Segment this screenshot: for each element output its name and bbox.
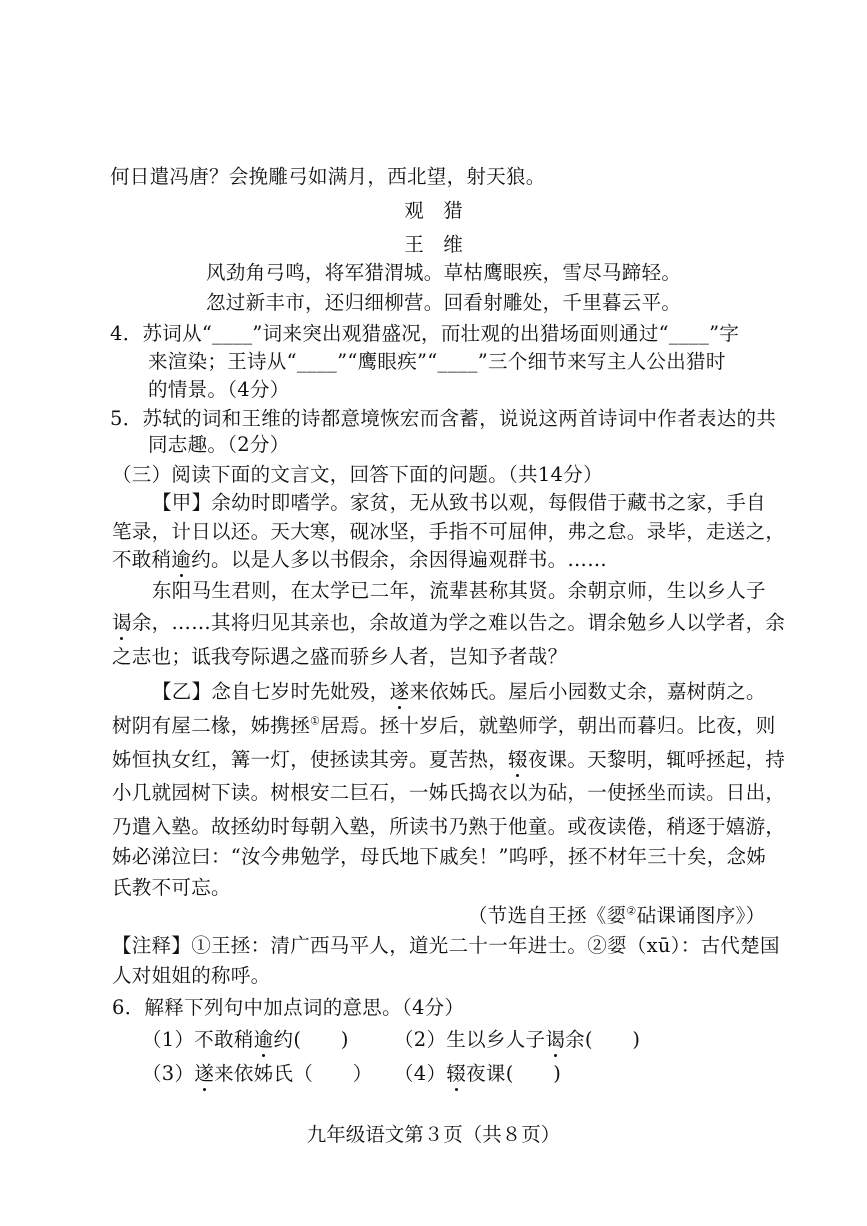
emphasis-dot-char: 谒 <box>545 1028 566 1051</box>
annotation-line-2: 人对姐姐的称呼。 <box>112 964 271 987</box>
question-4-line-2: 来渲染；王诗从“____”“鹰眼疾”“____”三个细节来写主人公出猎时 <box>148 350 726 373</box>
poem-intro-line: 何日遣冯唐？会挽雕弓如满月，西北望，射天狼。 <box>110 165 546 188</box>
passage-yi-line-7: 氏教不可忘。 <box>112 876 231 899</box>
footnote-marker: ② <box>626 904 637 918</box>
passage-yi-line-3: 姊恒执女红，篝一灯，使拯读其旁。夏苦热，辍夜课。天黎明，辄呼拯起，持 <box>112 748 786 771</box>
poem-title: 观 猎 <box>404 199 463 222</box>
passage-jia-p2-line-3: 之志也；诋我夸际遇之盛而骄乡人者，岂知予者哉？ <box>112 645 568 668</box>
passage-source: （节选自王拯《媭②砧课诵图序》） <box>468 904 766 927</box>
question-6-item-4: （4）辍夜课( ) <box>394 1062 562 1085</box>
emphasis-dot-char: 谒 <box>112 611 132 634</box>
passage-yi-line-5: 乃遣入塾。故拯幼时每朝入塾，所读书乃熟于他童。或夜读倦，稍逐于嬉游， <box>112 815 786 838</box>
question-4-line-3: 的情景。（4分） <box>148 378 290 401</box>
question-5-line-1: 5．苏轼的词和王维的诗都意境恢宏而含蓄，说说这两首诗词中作者表达的共 <box>110 407 777 430</box>
footnote-marker: ① <box>310 714 321 728</box>
emphasis-dot-char: 遂 <box>389 680 410 703</box>
emphasis-dot-char: 辍 <box>446 1062 467 1085</box>
question-6-item-2: （2）生以乡人子谒余( ) <box>394 1028 641 1051</box>
page-footer: 九年级语文第３页（共８页） <box>306 1123 561 1146</box>
emphasis-dot-char: 逾 <box>171 548 192 571</box>
passage-jia-p1-line-3: 不敢稍逾约。以是人多以书假余，余因得遍观群书。…… <box>112 548 608 571</box>
passage-jia-p1-line-2: 笔录，计日以还。天大寒，砚冰坚，手指不可屈伸，弗之怠。录毕，走送之， <box>112 520 786 543</box>
question-4-line-1: 4．苏词从“____”词来突出观猎盛况，而壮观的出猎场面则通过“____”字 <box>110 322 740 345</box>
passage-yi-line-4: 小几就园树下读。树根安二巨石，一姊氏捣衣以为砧，一使拯坐而读。日出， <box>112 781 786 804</box>
question-6-stem: 6．解释下列句中加点词的意思。（4分） <box>112 996 465 1019</box>
question-6-item-1: （1）不敢稍逾约( ) <box>142 1028 349 1051</box>
passage-jia-p2-line-2: 谒余，……其将归见其亲也，余故道为学之难以告之。谓余勉乡人以学者，余 <box>112 611 786 634</box>
passage-yi-line-1: 【乙】念自七岁时先妣殁，遂来依姊氏。屋后小园数丈余，嘉树荫之。 <box>152 680 766 703</box>
passage-jia-p2-line-1: 东阳马生君则，在太学已二年，流辈甚称其贤。余朝京师，生以乡人子 <box>152 579 766 602</box>
poem-line-2: 忽过新丰市，还归细柳营。回看射雕处，千里暮云平。 <box>206 291 682 314</box>
question-5-line-2: 同志趣。（2分） <box>148 433 290 456</box>
passage-yi-line-2: 树阴有屋二椽，姊携拯①居焉。拯十岁后，就塾师学，朝出而暮归。比夜，则 <box>112 714 776 737</box>
section-3-heading: （三）阅读下面的文言文，回答下面的问题。（共14分） <box>112 463 603 486</box>
question-6-item-3: （3）遂来依姊氏（ ） <box>142 1062 373 1085</box>
passage-jia-p1-line-1: 【甲】余幼时即嗜学。家贫，无从致书以观，每假借于藏书之家，手自 <box>152 491 766 514</box>
poem-line-1: 风劲角弓鸣，将军猎渭城。草枯鹰眼疾，雪尽马蹄轻。 <box>206 261 682 284</box>
emphasis-dot-char: 遂 <box>194 1062 215 1085</box>
poem-author: 王 维 <box>404 233 463 256</box>
annotation-line-1: 【注释】①王拯：清广西马平人，道光二十一年进士。②媭（xū）：古代楚国 <box>112 934 780 957</box>
emphasis-dot-char: 辍 <box>508 748 528 771</box>
emphasis-dot-char: 逾 <box>253 1028 274 1051</box>
passage-yi-line-6: 姊必涕泣曰：“汝今弗勉学，母氏地下戚矣！”呜呼，拯不材年三十矣，念姊 <box>112 845 767 868</box>
